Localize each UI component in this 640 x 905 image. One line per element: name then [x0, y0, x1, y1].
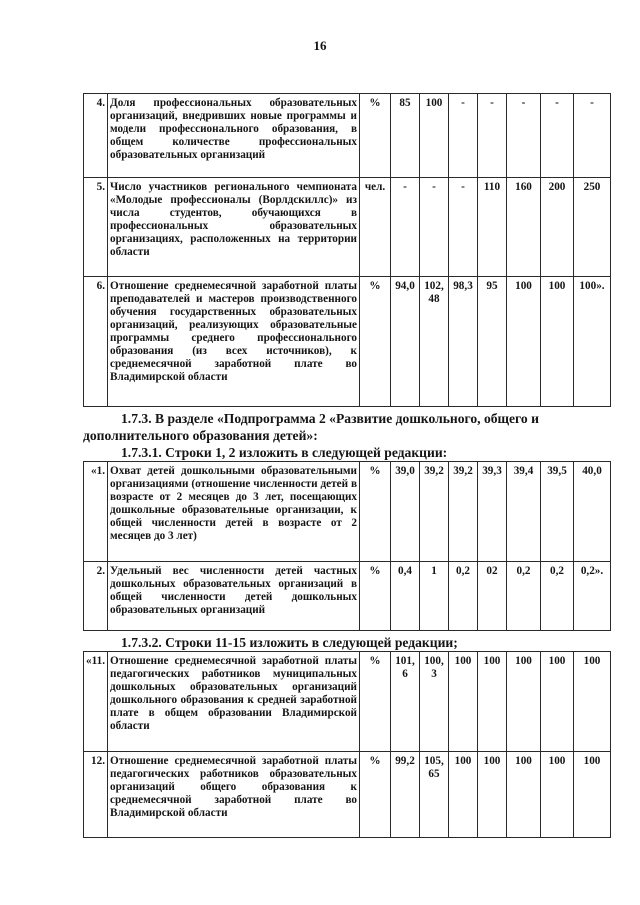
value-cell: 101, 6: [391, 652, 420, 752]
value-cell: 94,0: [391, 277, 420, 407]
value-cell: 100: [574, 652, 611, 752]
value-cell: 100: [541, 277, 574, 407]
row-number: 4.: [84, 94, 108, 178]
section-paragraph-1-7-3: 1.7.3. В разделе «Подпрограмма 2 «Развитие дошкольного, общего и дополнительного образования детей»:: [83, 411, 539, 443]
value-cell: 100: [420, 94, 449, 178]
unit-cell: %: [360, 752, 391, 838]
unit-cell: %: [360, 462, 391, 562]
value-cell: 0,4: [391, 562, 420, 631]
value-cell: 160: [507, 178, 541, 277]
value-cell: 95: [478, 277, 507, 407]
indicators-table-3: [83, 651, 611, 838]
value-cell: 39,3: [478, 462, 507, 562]
value-cell: 100: [541, 652, 574, 752]
value-cell: 105, 65: [420, 752, 449, 838]
value-cell: 100: [449, 752, 478, 838]
value-cell: 100: [478, 652, 507, 752]
value-cell: 100: [507, 652, 541, 752]
value-cell: 0,2: [507, 562, 541, 631]
value-cell: -: [391, 178, 420, 277]
value-cell: 39,2: [420, 462, 449, 562]
value-cell: -: [507, 94, 541, 178]
row-number: 12.: [84, 752, 108, 838]
value-cell: 0,2: [449, 562, 478, 631]
section-paragraph-1-7-3-1: 1.7.3.1. Строки 1, 2 изложить в следующей редакции:: [121, 445, 448, 460]
value-cell: 0,2».: [574, 562, 611, 631]
value-cell: -: [420, 178, 449, 277]
row-number: «11.: [84, 652, 108, 752]
indicator-name: Отношение среднемесячной заработной платы преподавателей и мастеров производственного обучения государственных образовательных организаций, реализующих образовательные программы среднего профессионального образования (из всех источников), к среднемесячной заработной плате во Владимирской области: [108, 277, 360, 407]
table-row: [84, 652, 611, 752]
value-cell: 250: [574, 178, 611, 277]
value-cell: 39,5: [541, 462, 574, 562]
indicator-name: Число участников регионального чемпионата «Молодые профессионалы (Ворлдскиллс)» из числа студентов, обучающихся в профессиональных образовательных организациях, расположенных на территории области: [108, 178, 360, 277]
value-cell: 85: [391, 94, 420, 178]
table-row: [84, 462, 611, 562]
section-paragraph-1-7-3-2: 1.7.3.2. Строки 11-15 изложить в следующей редакции;: [121, 635, 458, 650]
value-cell: 100».: [574, 277, 611, 407]
value-cell: 0,2: [541, 562, 574, 631]
unit-cell: %: [360, 94, 391, 178]
unit-cell: %: [360, 652, 391, 752]
page-number: 16: [313, 38, 327, 53]
value-cell: 100, 3: [420, 652, 449, 752]
value-cell: 200: [541, 178, 574, 277]
value-cell: -: [478, 94, 507, 178]
value-cell: 110: [478, 178, 507, 277]
table-row: [84, 277, 611, 407]
indicator-name: Удельный вес численности детей частных дошкольных образовательных организаций в общей численности детей дошкольных образовательных организаций: [108, 562, 360, 631]
value-cell: 39,0: [391, 462, 420, 562]
value-cell: 39,2: [449, 462, 478, 562]
row-number: 2.: [84, 562, 108, 631]
table-row: [84, 178, 611, 277]
value-cell: 100: [507, 277, 541, 407]
value-cell: 99,2: [391, 752, 420, 838]
indicator-name: Охват детей дошкольными образовательными организациями (отношение численности детей в возрасте от 2 месяцев до 3 лет, посещающих дошкольные образовательные организации, к общей численности детей в возрасте от 2 месяцев до 3 лет): [108, 462, 360, 562]
indicator-name: Доля профессиональных образовательных организаций, внедривших новые программы и модели профессионального образования, в общем количестве профессиональных образовательных организаций: [108, 94, 360, 178]
indicator-name: Отношение среднемесячной заработной платы педагогических работников муниципальных дошкольных образовательных организаций дошкольного образования к средней заработной плате в общем образовании Владимирской области: [108, 652, 360, 752]
value-cell: 102, 48: [420, 277, 449, 407]
value-cell: 100: [478, 752, 507, 838]
row-number: 6.: [84, 277, 108, 407]
indicators-table-1: [83, 93, 611, 407]
value-cell: -: [541, 94, 574, 178]
value-cell: -: [449, 178, 478, 277]
unit-cell: %: [360, 277, 391, 407]
table-row: [84, 94, 611, 178]
value-cell: 40,0: [574, 462, 611, 562]
value-cell: 100: [507, 752, 541, 838]
indicator-name: Отношение среднемесячной заработной платы педагогических работников образовательных организаций общего образования к среднемесячной заработной плате во Владимирской области: [108, 752, 360, 838]
unit-cell: %: [360, 562, 391, 631]
value-cell: 100: [574, 752, 611, 838]
table-row: [84, 562, 611, 631]
indicators-table-2: [83, 461, 611, 631]
value-cell: 100: [449, 652, 478, 752]
value-cell: 02: [478, 562, 507, 631]
unit-cell: чел.: [360, 178, 391, 277]
value-cell: 1: [420, 562, 449, 631]
value-cell: -: [449, 94, 478, 178]
row-number: 5.: [84, 178, 108, 277]
value-cell: 98,3: [449, 277, 478, 407]
row-number: «1.: [84, 462, 108, 562]
value-cell: 39,4: [507, 462, 541, 562]
value-cell: -: [574, 94, 611, 178]
value-cell: 100: [541, 752, 574, 838]
table-row: [84, 752, 611, 838]
